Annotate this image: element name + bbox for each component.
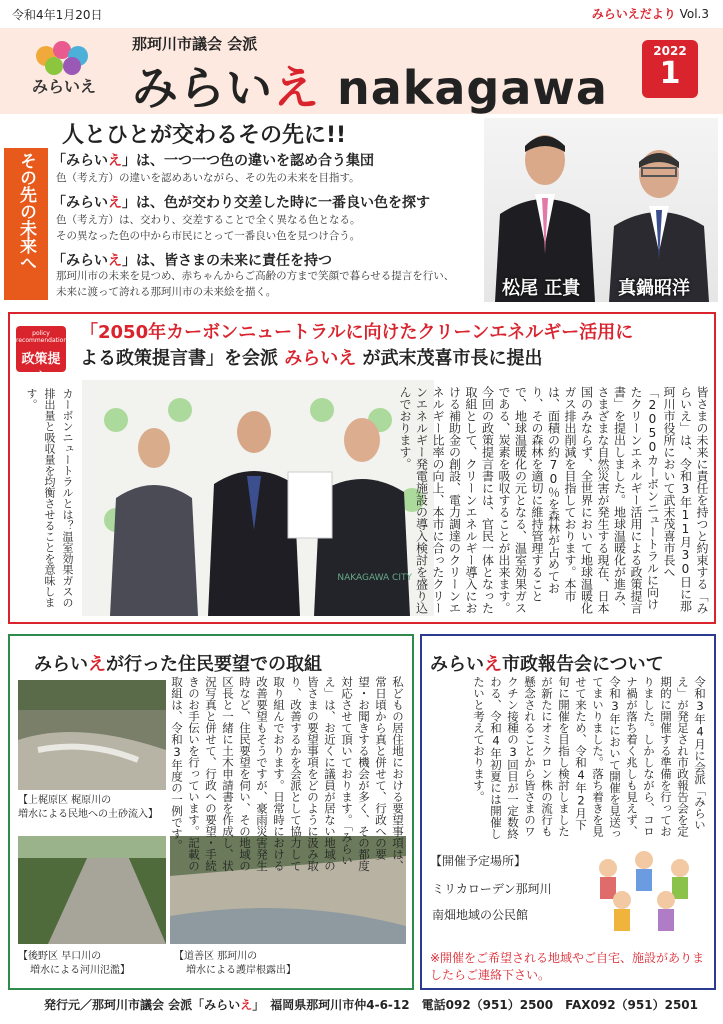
kajiwara-river-photo bbox=[18, 680, 166, 790]
footer-fax: FAX092（951）2501 bbox=[565, 998, 698, 1012]
principle-desc-1: 色（考え方）の違いを認めあいながら、その先の未来を目指す。 bbox=[56, 172, 360, 184]
handover-photo bbox=[82, 380, 434, 616]
principle-title-1-e: え bbox=[108, 153, 122, 169]
venue-2: 南畑地域の公民館 bbox=[432, 908, 529, 922]
caption-hayaguchi-1: 【後野区 早口川の bbox=[18, 951, 102, 962]
requests-body: 私どもの居住地における要望事項は、常日頃から真と併せて、行政への要望・お聞きする機会が多く、その都度対応させて頂いております。「みらいえ」は、お近くに議員が居ない地域の皆さまの要望事項をどのように汲み取り、改善するかを会派として協力して取り組んでおります。日常時における改善要望もそうですが、豪雨災害発生時など、住民要望を伺い、その地域の区長と一緒に土木申請書を作成し、状況写真と併せて、行政への要望・手続きのお手伝いを行っています。記載の取組は、令和3年度の一例です。 bbox=[170, 676, 405, 872]
hayaguchi-river-photo bbox=[18, 836, 166, 944]
issue-badge bbox=[642, 40, 698, 98]
principle-desc-3b: 未来に渡って誇れる那珂川市の未来絵を描く。 bbox=[56, 286, 277, 298]
miraie-logo bbox=[22, 36, 106, 108]
series-volume: Vol.3 bbox=[679, 7, 709, 21]
footer-publisher-e: え bbox=[240, 998, 253, 1012]
requests-heading-e: え bbox=[88, 654, 106, 675]
caption-nakagawa-2: 増水による護岸根露出】 bbox=[186, 965, 296, 976]
principle-desc-2b: その異なった色の中から市民にとって一番良い色を見つけ合う。 bbox=[56, 230, 361, 242]
series-name: みらいえだより bbox=[591, 7, 676, 21]
title-prefix: みらい bbox=[132, 61, 273, 115]
svg-text:みらいえ: みらいえ bbox=[31, 77, 97, 96]
policy-badge bbox=[16, 326, 71, 386]
report-heading-e: え bbox=[484, 654, 502, 675]
principle-title-1 bbox=[52, 150, 374, 170]
principle-title-2-e: え bbox=[108, 195, 122, 211]
principles-list bbox=[52, 148, 474, 300]
report-body: 令和3年4月に会派「みらいえ」が発足され市政報告会を定期的に開催する準備を行っておりました。しかしながら、コロナ禍が落ち着く兆しも見えず、令和3年において開催を見送ってまいりました。落ち着きを見せて来ため、令和4年2月下旬に開催を目指し検討しましたが新たにオミクロン株の流行も懸念されることから皆さまのワクチン接種の3回目が一定数終わる、令和4年初夏には開催したいと考えております。 bbox=[472, 676, 707, 840]
caption-kajiwara-2: 増水による民地への土砂流入】 bbox=[18, 809, 158, 820]
members-photo bbox=[484, 118, 718, 302]
member-name-1: 松尾 正貴 bbox=[502, 278, 581, 299]
venue-1: ミリカローデン那珂川 bbox=[432, 882, 552, 896]
report-heading-b: 市政報告会について bbox=[502, 654, 664, 675]
caption-kajiwara-1: 【上梶原区 梶原川の bbox=[18, 795, 112, 806]
requests-heading bbox=[34, 650, 322, 676]
principle-title-2-a: 「みらい bbox=[52, 195, 108, 211]
member-name-2: 真鍋昭洋 bbox=[618, 278, 690, 299]
newsletter-title bbox=[132, 52, 608, 118]
policy-headline-2a: よる政策提言書」を会派 bbox=[80, 348, 285, 369]
carbon-neutral-note: カーボンニュートラルとは？温室効果ガスの排出量と吸収量を均衡させることを意味します。 bbox=[25, 388, 74, 608]
future-side-label: その先の未来へ bbox=[16, 152, 36, 271]
issue-year: 2022 bbox=[653, 44, 687, 58]
principle-title-1-b: 」は、一つ一つ色の違いを認め合う集団 bbox=[122, 153, 374, 169]
principle-desc-3a: 那珂川市の未来を見つめ、赤ちゃんからご高齢の方まで笑顔で暮らせる提言を行い、 bbox=[56, 270, 455, 282]
policy-headline-2b: みらいえ bbox=[284, 348, 357, 369]
policy-badge-small: policy recommendations bbox=[16, 330, 71, 344]
issue-number: 1 bbox=[659, 56, 681, 91]
principle-title-3-a: 「みらい bbox=[52, 253, 108, 269]
requests-heading-a: みらい bbox=[34, 654, 88, 675]
policy-badge-label: 政策提言 bbox=[21, 352, 61, 386]
principle-title-3-e: え bbox=[108, 253, 122, 269]
meeting-illustration bbox=[578, 846, 710, 934]
policy-body: 皆さまの未来に責任を持つと約束する「みらいえ」は、令和3年11月30日に那珂川市役所において武末茂喜市長へ「2050カーボンニュートラルに向けたクリーンエネルギー活用による政策提言書」を提出しました。地球温暖化が進み、さまざまな自然災害が発生する現在、日本国のみならず、全世界において地球温暖化ガス排出削減を目指しております。本市は、面積の約70％を森林が占めており、その森林を適切に維持管理することで、地球温暖化の元となる、温室効果ガスである、炭素を吸収することが出来ます。今回の政策提言書には、官民一体となった取組として、クリーンエネルギー導入における補助金の創設、電力調達のクリーンエネルギー比率の向上、本市に合ったクリーンエネルギー発電施設の導入検討を盛り込んでおります。 bbox=[398, 386, 709, 614]
caption-hayaguchi-2: 増水による河川氾濫】 bbox=[30, 965, 130, 976]
slogan: 人とひとが交わるその先に!! bbox=[62, 123, 347, 148]
footer-tel: 電話092（951）2500 bbox=[421, 998, 554, 1012]
wall-city-text: NAKAGAWA CITY bbox=[337, 573, 412, 583]
footer-address: 福岡県那珂川市仲4-6-12 bbox=[270, 998, 410, 1012]
policy-headline-line1: 「2050年カーボンニュートラルに向けたクリーンエネルギー活用に bbox=[80, 322, 634, 343]
policy-headline-2c: が武末茂喜市長に提出 bbox=[356, 348, 543, 369]
footer-publisher-b: 」 bbox=[252, 998, 259, 1012]
title-e: え bbox=[273, 61, 320, 115]
footer bbox=[44, 996, 698, 1013]
series-label bbox=[592, 5, 709, 22]
principle-title-2 bbox=[52, 192, 430, 212]
title-suffix: nakagawa bbox=[320, 61, 608, 115]
footer-publisher-a: 発行元／那珂川市議会 会派「みらい bbox=[44, 998, 241, 1012]
requests-heading-b: が行った住民要望での取組 bbox=[106, 654, 322, 675]
principle-title-3-b: 」は、皆さまの未来に責任を持つ bbox=[122, 253, 332, 269]
report-heading-a: みらい bbox=[430, 654, 484, 675]
council-label: 那珂川市議会 会派 bbox=[132, 35, 258, 53]
venue-heading: 【開催予定場所】 bbox=[430, 854, 527, 868]
principle-title-3 bbox=[52, 250, 332, 270]
principle-title-2-b: 」は、色が交わり交差した時に一番良い色を探す bbox=[122, 195, 430, 211]
caption-nakagawa-1: 【道善区 那珂川の bbox=[174, 951, 258, 962]
principle-desc-2a: 色（考え方）は、交わり、交差することで全く異なる色となる。 bbox=[56, 214, 361, 226]
report-note: ※開催をご希望される地域やご自宅、施設がありましたらご連絡下さい。 bbox=[430, 951, 705, 982]
principle-title-1-a: 「みらい bbox=[52, 153, 108, 169]
policy-headline-line2 bbox=[80, 344, 543, 370]
issue-date: 令和4年1月20日 bbox=[12, 8, 103, 22]
report-heading bbox=[430, 650, 664, 676]
